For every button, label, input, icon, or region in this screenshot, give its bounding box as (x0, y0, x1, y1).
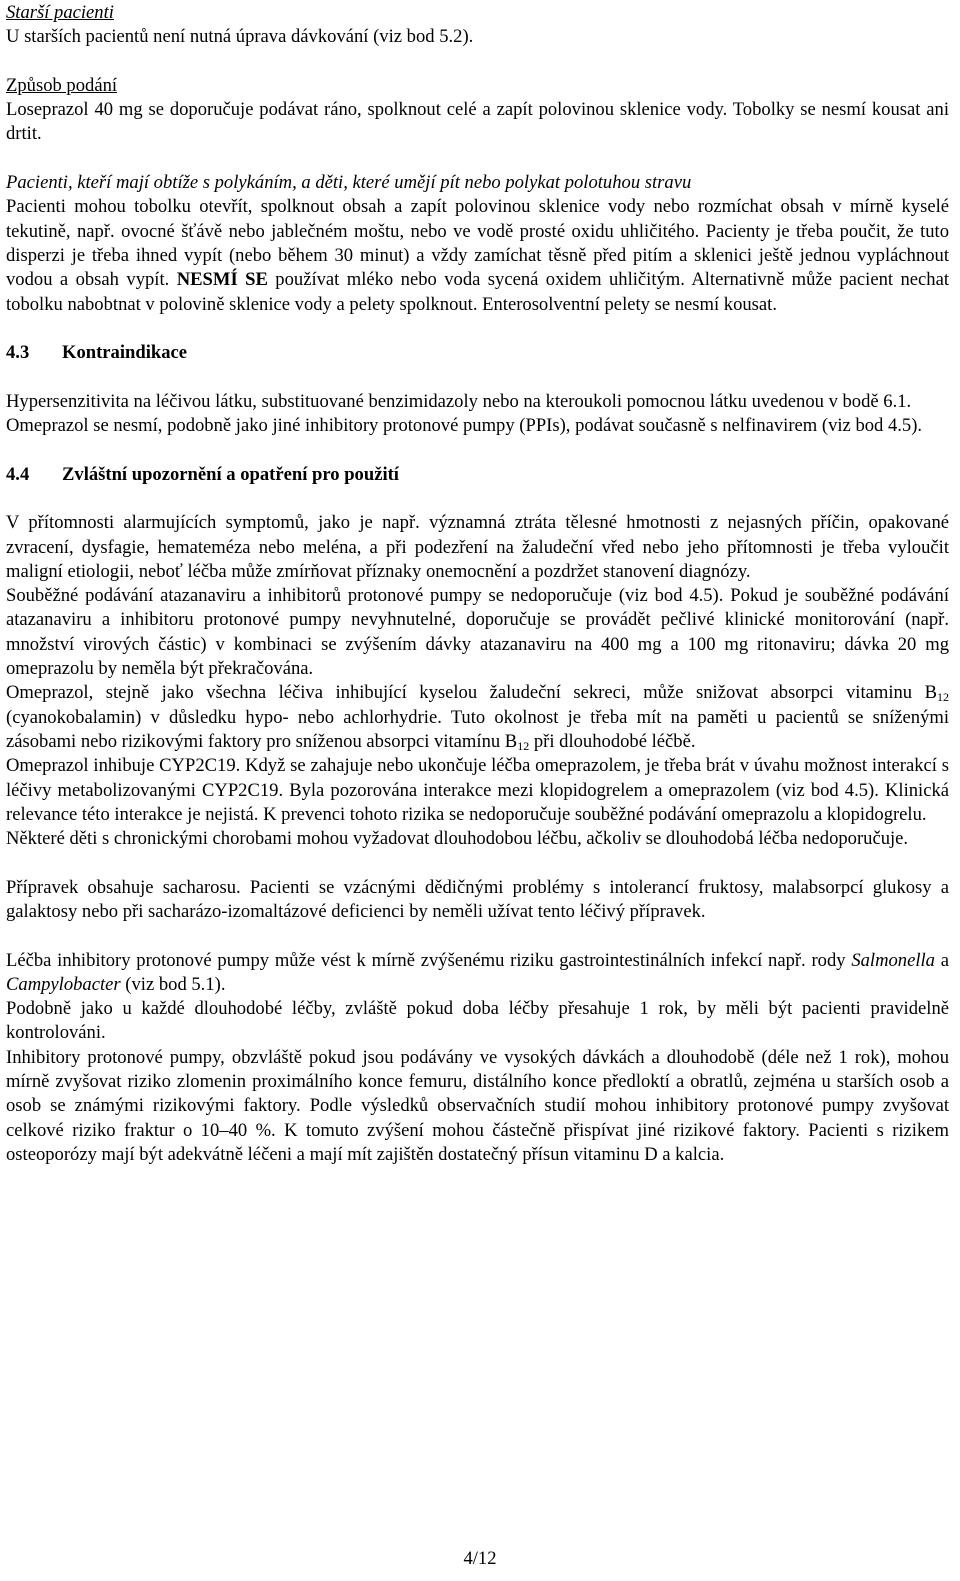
warning-infections (6, 949, 949, 998)
older-patients-heading: Starší pacienti (6, 2, 114, 23)
swallowing-text (6, 195, 949, 316)
warning-infections-part1: Léčba inhibitory protonové pumpy může vést k mírně zvýšenému riziku gastrointestinálních infekcí např. rody (6, 949, 852, 971)
subscript-12: 12 (937, 690, 949, 705)
swallowing-text-part2: používat mléko nebo voda sycená oxidem uhličitým. Alternativně může pacient nechat tobolku nabobtnat v polovině sklenice vody a pelety spolknout. Enterosolventní pelety se nesmí kousat. (6, 269, 950, 315)
older-patients-text: U starších pacientů není nutná úprava dávkování (viz bod 5.2). (6, 26, 474, 48)
spacer (6, 365, 949, 389)
warning-sucrose: Přípravek obsahuje sacharosu. Pacienti se vzácnými dědičnými problémy s intolerancí fruktosy, malabsorpcí glukosy a galaktosy nebo při sacharázo-izomaltázové deficienci by neměli užívat tento léčivý přípravek. (6, 876, 949, 922)
warning-vitamin-b12-part3: při dlouhodobé léčbě. (529, 730, 696, 752)
warning-long-term-monitoring: Podobně jako u každé dlouhodobé léčby, zvláště pokud doba léčby přesahuje 1 rok, by měli být pacienti pravidelně kontrolováni. (6, 998, 949, 1044)
section-4-3-title: Kontraindikace (62, 342, 187, 364)
subscript-12: 12 (517, 738, 530, 753)
swallowing-text-part1: Pacienti mohou tobolku otevřít, spolknout obsah a zapít polovinou sklenice vody nebo rozmíchat obsah v mírně kyselé tekutině, např. ovocné šťávě nebo jablečném moštu, nebo ve vodě prosté oxidu uhličitého. Pacienty je třeba poučit, že tuto disperzi je třeba ihned vypít (nebo během 30 minut) a vždy zamíchat těsně před pitím a sklenici ještě jednou vypláchnout vodou a obsah vypít. (6, 196, 949, 291)
spacer (6, 487, 949, 511)
warning-cyp2c19: Omeprazol inhibuje CYP2C19. Když se zahajuje nebo ukončuje léčba omeprazolem, je třeba brát v úvahu možnost interakcí s léčivy metabolizovanými CYP2C19. Byla pozorována interakce mezi klopidogrelem a omeprazolem (viz bod 4.5). Klinická relevance této interakce je nejistá. K prevenci tohoto rizika se nedoporučuje souběžné podávání omeprazolu a klopidogrelu. (6, 755, 949, 825)
warning-vitamin-b12-part1: Omeprazol, stejně jako všechna léčiva inhibující kyselou žaludeční sekreci, může snižovat absorpci vitaminu B (6, 682, 937, 704)
administration-heading: Způsob podání (6, 74, 118, 96)
contraindication-nelfinavir: Omeprazol se nesmí, podobně jako jiné inhibitory protonové pumpy (PPIs), podávat současně s nelfinavirem (viz bod 4.5). (6, 415, 923, 437)
warning-vitamin-b12 (6, 681, 949, 754)
warning-infections-part2: a (934, 949, 949, 971)
warning-children: Některé děti s chronickými chorobami mohou vyžadovat dlouhodobou léčbu, ačkoliv se dlouhodobá léčba nedoporučuje. (6, 828, 909, 850)
contraindication-hypersensitivity: Hypersenzitivita na léčivou látku, substituované benzimidazoly nebo na kteroukoli pomocnou látku uvedenou v bodě 6.1. (6, 390, 912, 412)
campylobacter-term: Campylobacter (6, 973, 121, 995)
section-4-4-heading (6, 463, 949, 487)
warning-infections-part3: (viz bod 5.1). (120, 973, 226, 995)
warning-alarm-symptoms: V přítomnosti alarmujících symptomů, jako je např. významná ztráta tělesné hmotnosti z nejasných příčin, opakované zvracení, dysfagie, hemateméza nebo meléna, a při podezření na žaludeční vřed nebo jeho přítomnosti je třeba vyloučit maligní etiologii, neboť léčba může zmírňovat příznaky onemocnění a pozdržet stanovení diagnózy. (6, 512, 949, 582)
section-4-4-number: 4.4 (6, 463, 30, 485)
spacer (6, 50, 949, 74)
warning-fractures: Inhibitory protonové pumpy, obzvláště pokud jsou podávány ve vysokých dávkách a dlouhodobě (déle než 1 rok), mohou mírně zvyšovat riziko zlomenin proximálního konce femuru, distálního konce předloktí a obratlů, zejména u starších osob a osob se známými rizikovými faktory. Podle výsledků observačních studií mohou inhibitory protonové pumpy zvyšovat celkové riziko fraktur o 10–40 %. K tomuto zvýšení mohou částečně přispívat jiné rizikové faktory. Pacienti s rizikem osteoporózy mají být adekvátně léčeni a mají mít zajištěn dostatečný přísun vitaminu D a kalcia. (6, 1046, 949, 1165)
page-number: 4/12 (463, 1548, 497, 1569)
salmonella-term: Salmonella (851, 949, 935, 971)
section-4-4-title: Zvláštní upozornění a opatření pro použití (62, 463, 399, 485)
swallowing-heading: Pacienti, kteří mají obtíže s polykáním, a děti, které umějí pít nebo polykat polotuhou stravu (6, 172, 692, 194)
warning-atazanavir: Souběžné podávání atazanaviru a inhibitorů protonové pumpy se nedoporučuje (viz bod 4.5). Pokud je souběžné podávání atazanaviru a inhibitoru protonové pumpy nevyhnutelné, doporučuje se provádět pečlivé klinické monitorování (např. množství virových částic) v kombinaci se zvýšením dávky atazanaviru na 400 mg a 100 mg ritonaviru; dávka 20 mg omeprazolu by neměla být překračována. (6, 585, 949, 680)
section-4-3-heading (6, 341, 949, 365)
spacer (6, 438, 949, 462)
warning-vitamin-b12-part2: (cyanokobalamin) v důsledku hypo- nebo achlorhydrie. Tuto okolnost je třeba mít na paměti u pacientů se sníženými zásobami nebo rizikovými faktory pro sníženou absorpci vitamínu B (6, 706, 949, 752)
spacer (6, 924, 949, 948)
spacer (6, 147, 949, 171)
spacer (6, 851, 949, 875)
swallowing-warning: NESMÍ SE (176, 269, 268, 291)
document-page (6, 1, 949, 1167)
administration-text: Loseprazol 40 mg se doporučuje podávat ráno, spolknout celé a zapít polovinou sklenice vody. Tobolky se nesmí kousat ani drtit. (6, 99, 949, 145)
section-4-3-number: 4.3 (6, 342, 30, 364)
spacer (6, 317, 949, 341)
